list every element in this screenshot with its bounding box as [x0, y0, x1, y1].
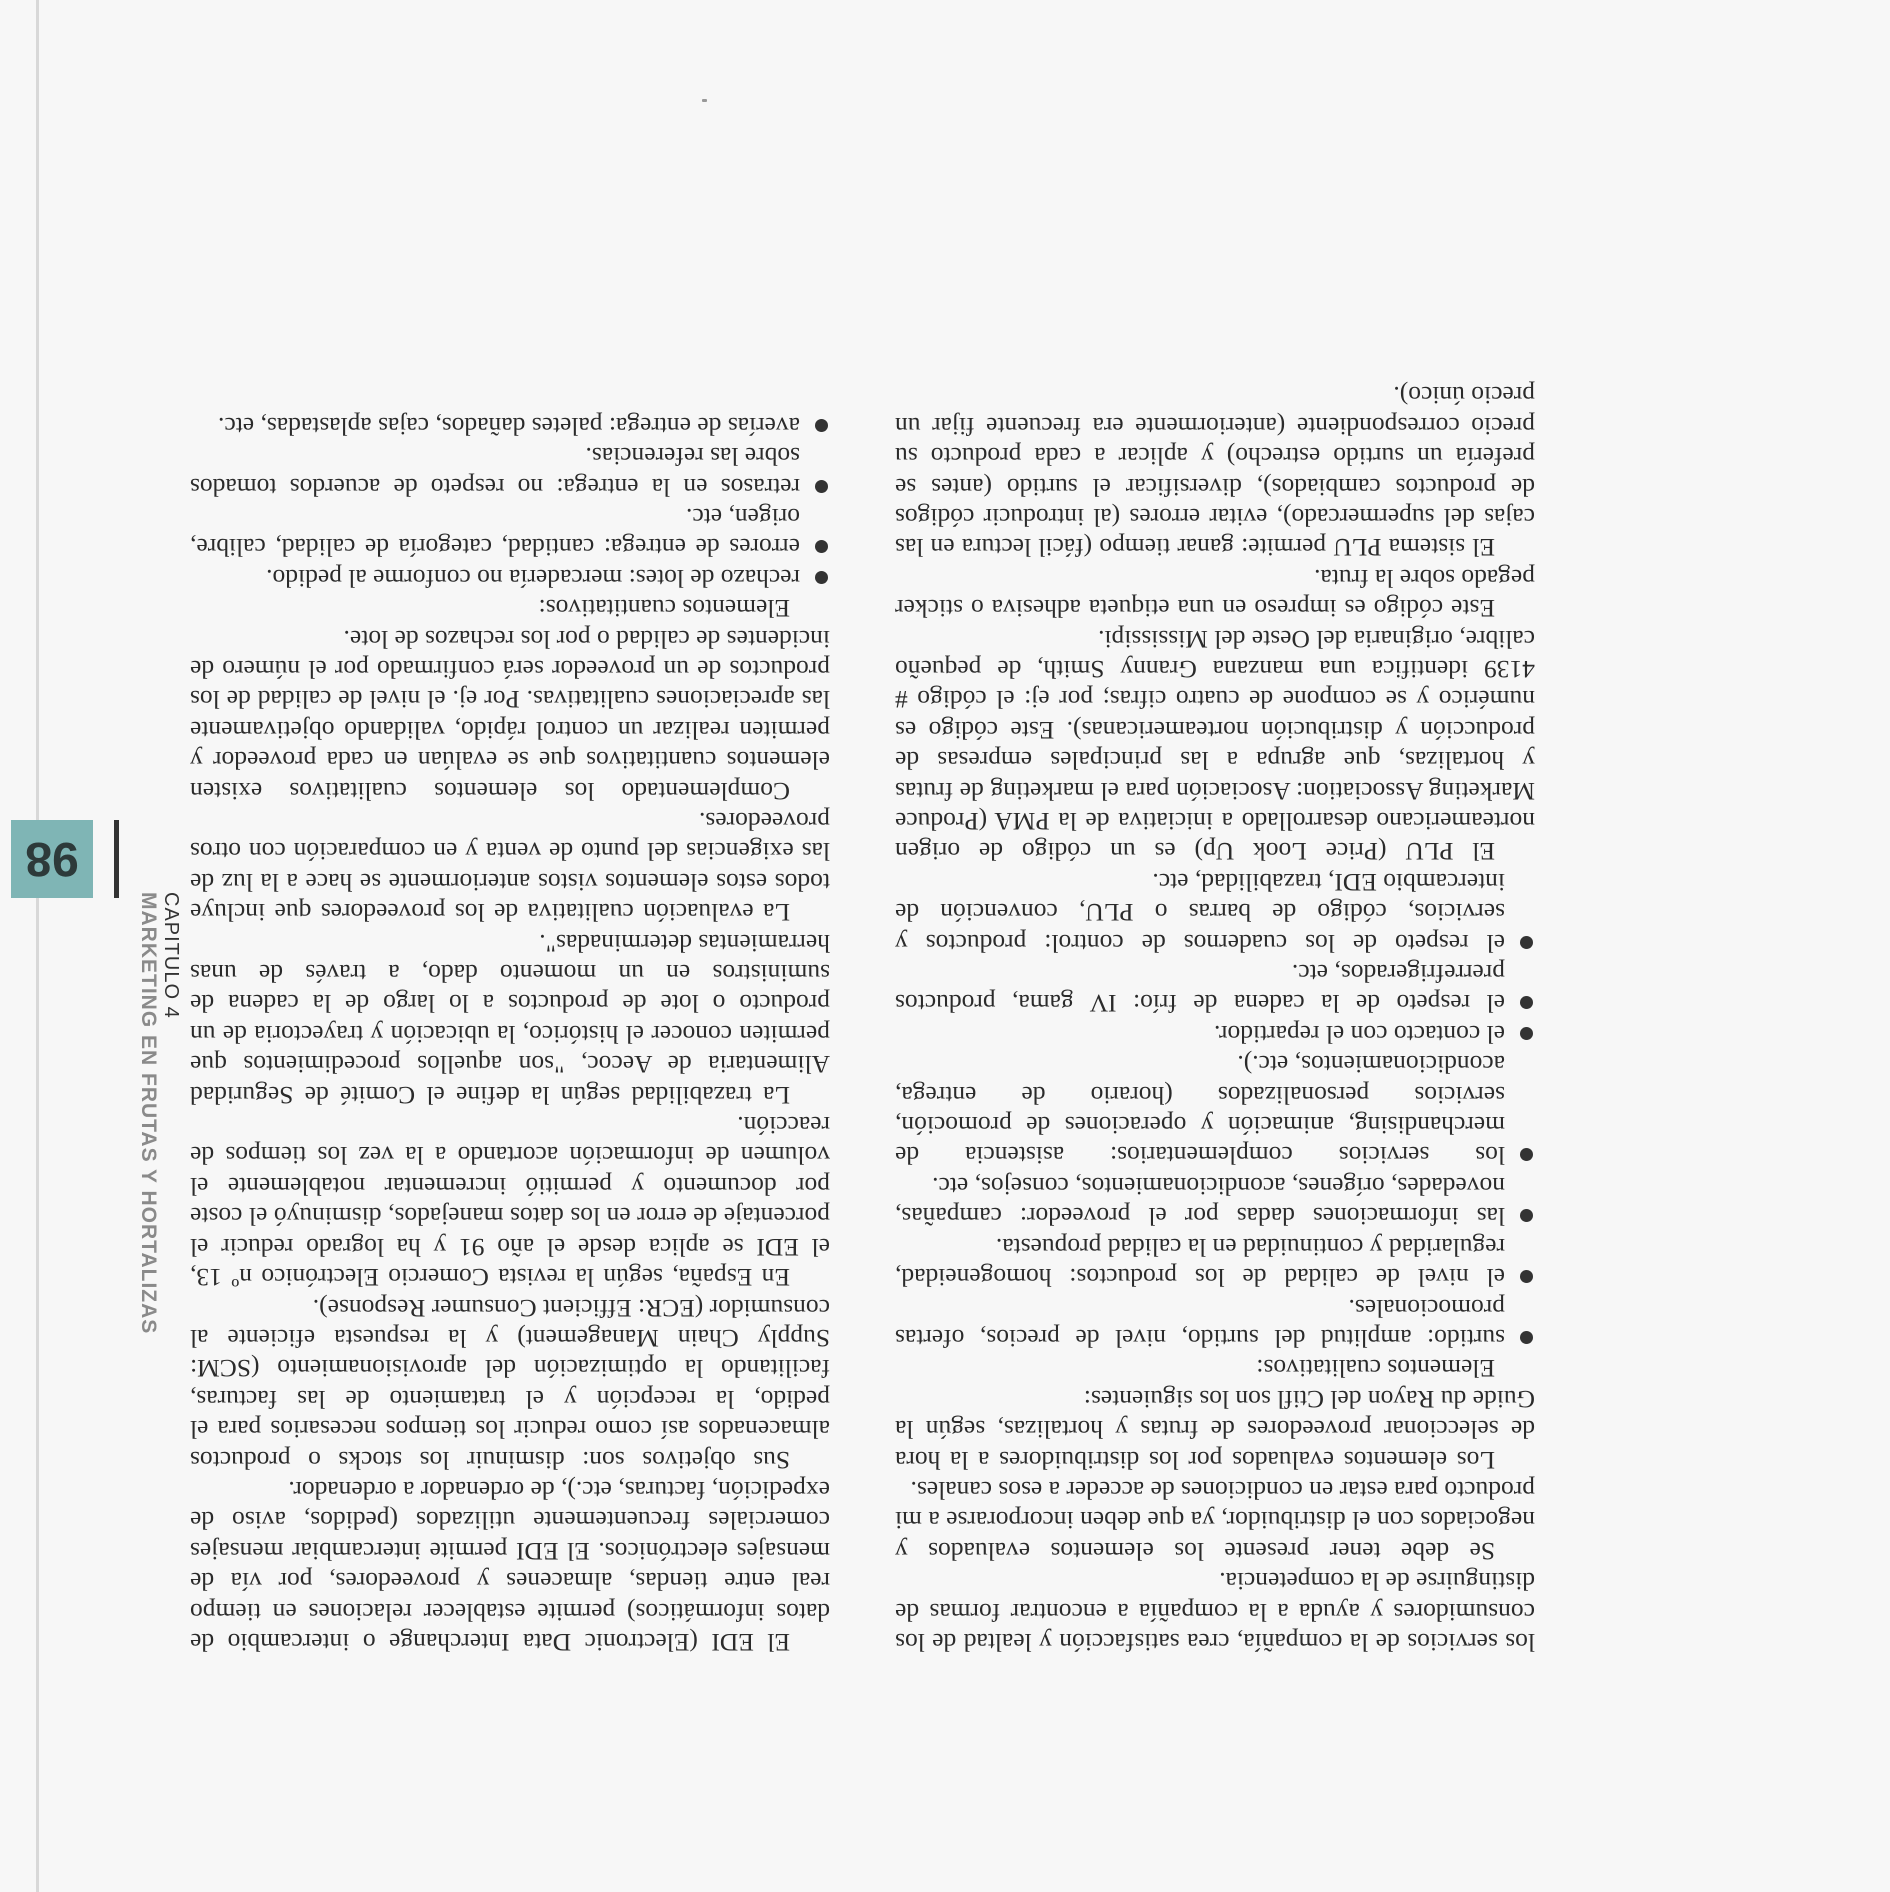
chapter-label: CAPITULO 4 [160, 892, 182, 1019]
paragraph: Complementado los elementos cualitativos existen elementos cuantitativos que se evalúan en cada proveedor y permiten realizar un control rápido, validando objetivamente las apreciaciones cualitativas. Por ej. el nivel de calidad de los productos de un proveedor será confirmado por el número de incidentes de calidad o por los rechazos de lote. [190, 624, 830, 806]
section-title: MARKETING EN FRUTAS Y HORTALIZAS [137, 892, 160, 1335]
list-item-text: los servicios complementarios: asistencia de merchandising, animación y operaciones de promoción, servicios personalizados (horario de entrega, acondicionamientos, etc.). [895, 1050, 1505, 1171]
list-item-text: errores de entrega: cantidad, categoría de calidad, calibre, origen, etc. [190, 502, 800, 563]
scan-speck [702, 99, 707, 102]
running-header [137, 891, 160, 1335]
paragraph: En España, según la revista Comercio Electrónico nº 13, el EDI se aplica desde el año 91 y ha logrado reducir el porcentaje de error en los datos manejados, disminuyó el coste por documento y permitió incrementar notablemente el volumen de información acortando a la vez los tiempos de reacción. [190, 1111, 830, 1293]
paragraph: Sus objetivos son: disminuir los stocks o productos almacenados así como reducir los tiempos necesarios para el pedido, la recepción y el tratamiento de las facturas, facilitando la optimización del aprovisionamiento (SCM: Supply Chain Management) y la respuesta eficiente al consumidor (ECR: Efficient Consumer Response). [190, 1293, 830, 1475]
list-item-text: retrasos en la entrega: no respeto de acuerdos tomados sobre las referencias. [190, 442, 800, 502]
list-item [895, 1049, 1535, 1171]
list-item-text: rechazo de lotes: mercadería no conforme al pedido. [266, 563, 800, 593]
list-item [895, 1171, 1535, 1232]
list-item-text: averías de entrega: paletes dañados, cajas aplastadas, etc. [218, 411, 800, 441]
bullet-icon [815, 480, 828, 493]
list-item [895, 958, 1535, 1019]
paragraph: El sistema PLU permite: ganar tiempo (fácil lectura en las cajas del supermercado), evitar errores (al introducir códigos de productos cambiados), diversificar el surtido (antes se prefería un surtido estrecho) y aplicar a cada producto su precio correspondiente (anteriormente era frecuente fijar un precio único). [895, 381, 1535, 563]
bullet-icon [815, 571, 828, 584]
paragraph: Se debe tener presente los elementos evaluados y negociados con el distribuidor, ya que deben incorporarse a mi producto para estar en condiciones de acceder a esos canales. [895, 1475, 1535, 1566]
bullet-icon [1520, 996, 1533, 1009]
qualitative-heading: Elementos cualitativos: [1256, 1354, 1495, 1384]
bullet-icon [1520, 1027, 1533, 1040]
paragraph: Este código es impreso en una etiqueta adhesiva o sticker pegado sobre la fruta. [895, 563, 1535, 624]
list-item [895, 1018, 1535, 1048]
quantitative-heading: Elementos cuantitativos: [538, 594, 790, 624]
list-item-text: el contacto con el repartidor. [1214, 1019, 1505, 1049]
list-item-text: las informaciones dadas por el proveedor: campañas, novedades, orígenes, acondicionamientos, consejos, etc. [895, 1171, 1505, 1232]
list-item [190, 441, 830, 502]
right-column [190, 410, 830, 1657]
bullet-icon [1520, 1209, 1533, 1222]
qualitative-list [895, 866, 1535, 1353]
list-item [190, 502, 830, 563]
list-item-text: el respeto de los cuadernos de control: productos y servicios, código de barras o PLU, convención de intercambio EDI, trazabilidad, etc. [895, 867, 1505, 958]
paragraph: El PLU (Price Look Up) es un código de origen norteamericano desarrollado a iniciativa de la PMA (Produce Marketing Association: Asociación para el marketing de frutas y hortalizas, que agrupa a las principales empresas de producción y distribución norteamericanas). Este código es numérico y se compone de cuatro cifras; por ej: el código # 4139 identifica una manzana Granny Smith, de pequeño calibre, originaria del Oeste del Mississipi. [895, 624, 1535, 867]
bullet-icon [815, 540, 828, 553]
list-item [895, 1231, 1535, 1292]
bullet-icon [815, 419, 828, 432]
list-item [895, 866, 1535, 957]
page-number: 98 [25, 832, 79, 886]
quantitative-list [190, 410, 830, 592]
bullet-icon [1520, 1149, 1533, 1162]
bullet-icon [1520, 1270, 1533, 1283]
list-item-text: el respeto de la cadena de frío: IV gama, productos prerrefrigerados, etc. [895, 959, 1505, 1019]
paragraph: los servicios de la compañía, crea satisfacción y lealtad de los consumidores y ayuda a la compañía a encontrar formas de distinguirse de la competencia. [895, 1567, 1535, 1657]
header-rule [114, 820, 119, 898]
paragraph: Los elementos evaluados por los distribuidores a la hora de seleccionar proveedores de frutas y hortalizas, según la Guide du Rayon del Ctifl son los siguientes: [895, 1384, 1535, 1475]
chapter-label-wrap [160, 891, 182, 1019]
list-item-text: el nivel de calidad de los productos: homogeneidad, regularidad y continuidad en la calidad propuesta. [895, 1232, 1505, 1293]
list-item [895, 1292, 1535, 1353]
paragraph: El EDI (Electronic Data Interchange o intercambio de datos informáticos) permite establecer relaciones en tiempo real entre tiendas, almacenes y proveedores, por vía de mensajes electrónicos. El EDI permite intercambiar mensajes comerciales frecuentemente utilizados (pedidos, aviso de expedición, facturas, etc.), de ordenador a ordenador. [190, 1475, 830, 1657]
page-number-badge [11, 820, 93, 898]
left-column [895, 380, 1535, 1657]
list-item [190, 410, 830, 440]
list-item [190, 562, 830, 592]
list-item-text: surtido: amplitud del surtido, nivel de precios, ofertas promocionales. [895, 1293, 1505, 1353]
paragraph: La trazabilidad según la define el Comité de Seguridad Alimentaria de Aecoc, "son aquellos procedimientos que permiten conocer el histórico, la ubicación y trayectoria de un producto o lote de productos a lo largo de la cadena de suministros en un momento dado, a través de unas herramientas determinadas". [190, 928, 830, 1110]
page-binding-edge [36, 0, 39, 1892]
paragraph: La evaluación cualitativa de los proveedores que incluye todos estos elementos vistos anteriormente se hace a la luz de las exigencias del punto de venta y en comparación con otros proveedores. [190, 807, 830, 928]
bullet-icon [1520, 1331, 1533, 1344]
bullet-icon [1520, 936, 1533, 949]
